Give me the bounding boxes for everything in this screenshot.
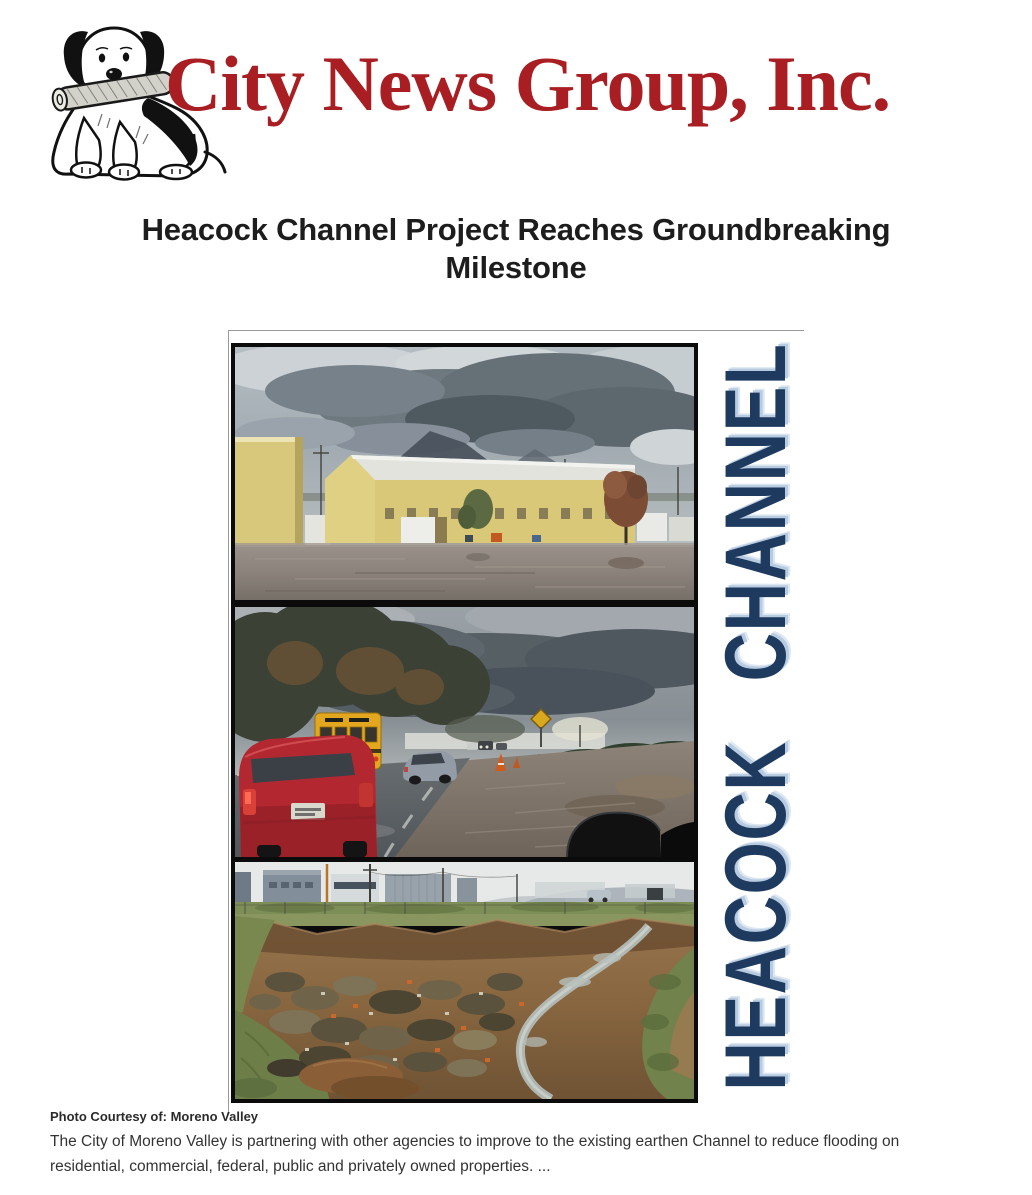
article-figure [228, 330, 804, 1112]
headline-line-1: Heacock Channel Project Reaches Groundbreaking [141, 212, 891, 247]
red-suv [239, 735, 377, 857]
photo-collage-frame [231, 343, 698, 1103]
article-body-line-2: residential, commercial, federal, public and privately owned properties. ... [50, 1157, 551, 1175]
vertical-photo-label [707, 342, 805, 1091]
headline-line-2: Milestone [445, 250, 587, 285]
brand-name: City News Group, Inc. [165, 40, 891, 127]
article-body [50, 1130, 950, 1179]
photo-flooded-street-traffic [235, 607, 694, 857]
article-body-line-1: The City of Moreno Valley is partnering with other agencies to improve to the existing earthen Channel to reduce flooding on [50, 1133, 900, 1150]
photo-credit: Photo Courtesy of: Moreno Valley [50, 1109, 259, 1124]
photo-eroded-channel-debris [235, 862, 694, 1099]
vertical-photo-label-text: HEACOCK CHANNEL [707, 342, 804, 1091]
article-headline [116, 211, 916, 287]
photo-flooded-industrial-lot [235, 347, 694, 600]
